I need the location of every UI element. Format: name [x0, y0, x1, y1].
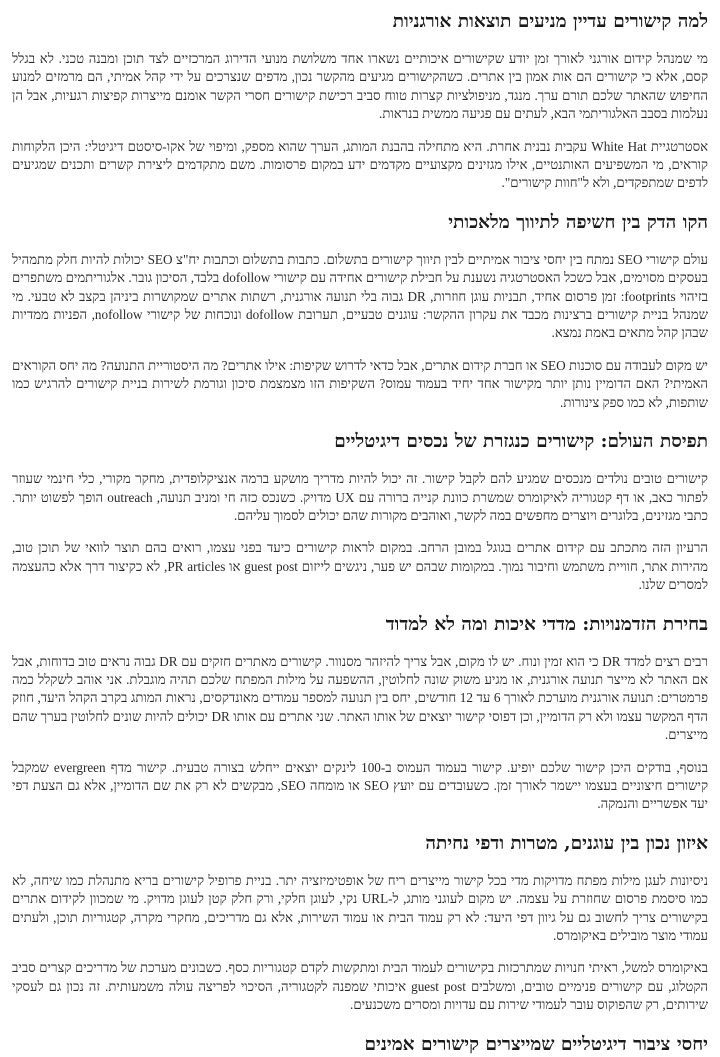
- section-heading: בחירת הזדמנויות: מדדי איכות ומה לא למדוד: [385, 613, 708, 635]
- section-digital-pr: [12, 1033, 708, 1057]
- paragraph: רבים רצים למדד DR כי הוא זמין ונוח. יש לו מקום, אבל צריך להיזהר מסנוור. קישורים מאתרים חזקים עם DR גבוה נראים טוב בדוחות, אבל אם האתר לא מייצר תנועה אורגנית, או מגיע משוק שונה לחלוטין, ההשפעה על מילות המפתח שלכם תהיה מוגבלת. אני אוהב לשקלל כמה פרמטרים: תנועה אורגנית מוערכת לאורך 6 עד 12 חודשים, יחס בין תנועה למספר עמודים מאונדקסים, נראות המותג בקרב הקהל היעד, חוזק הדף המקשר עצמו ולא רק הדומיין, וכן דפוסי קישור יוצאים של אותו האתר. שני אתרים עם אותו DR יכולים להיות שונים לחלוטין בערך שהם מייצרים.: [12, 653, 709, 743]
- section-anchors-balance: [12, 832, 708, 1015]
- paragraph: מי שמנהל קידום אורגני לאורך זמן יודע שקישורים איכותיים נשארו אחד משלושת מנועי הדירוג המרכזיים לצד תוכן ומבנה טכני. לא בגלל קסם, אלא כי קישורים הם אות אמון בין אתרים. כשהקישורים מגיעים מהקשר נכון, מדפים שנצרכים על ידי קהל אמיתי, הם מרמזים למנוע החיפוש שהאתר שלכם תורם ערך. מנגד, מניפולציות קצרות טווח סביב רכישת קישורים חסרי הקשר אומנם מייצרות קפיצות רגעיות, אבל הן נעלמות בסבב האלגוריתמי הבא, לעתים עם פגיעה ממשית בנראות.: [12, 51, 708, 122]
- paragraph: אסטרטגיית White Hat עקבית נבנית אחרת. היא מתחילה בהבנת המותג, הערך שהוא מספק, ומיפוי של אקו-סיסטם דיגיטלי: היכן הלקוחות קוראים, מי המשפיעים האותנטיים, אילו מגזינים מקצועיים מקדמים ידע במקום פרסומות. משם מתקדמים ליצירת קשרים ותכנים שמגיעים לדפים שמתפקדים, ולא ל"חוות קישורים".: [12, 138, 708, 191]
- section-heading: למה קישורים עדיין מניעים תוצאות אורגניות: [392, 11, 708, 32]
- section-organic-results: [12, 10, 708, 193]
- paragraph: בנוסף, בודקים היכן קישור שלכם יופיע. קישור בעמוד העמוס ב-100 לינקים יוצאים ייחלש בצורה טבעית. קישור מדף evergreen שמקבל קישורים חיצוניים בעצמו יישמר לאורך זמן. כשעובדים עם יועץ SEO או מומחה SEO, מבקשים לא רק את שם הדומיין, אלא גם הצעת דפי יעד אפשריים והנמקה.: [12, 759, 709, 812]
- paragraph: קישורים טובים נולדים מנכסים שמגיע להם לקבל קישור. זה יכול להיות מדריך מושקע ברמה אנציקלופדית, מחקר מקורי, כלי חינמי שעוזר לפתור כאב, או דף קטגוריה לאיקומרס שמשרת כוונת קנייה ברורה עם UX מדויק. כשנכס כזה חי ומניב תנועה, outreach הופך לפשוט יותר. כתבי מגזינים, בלוגרים ויוצרים מחפשים במה לקשר, ואוהבים מקורות שהם יכולים לסמוך עליהם.: [12, 471, 708, 523]
- section-worldview: [12, 430, 708, 594]
- section-heading: הקו הדק בין חשיפה לתיווך מלאכותי: [448, 211, 708, 233]
- paragraph: הרעיון הזה מתכתב עם קידום אתרים בגוגל במובן הרחב. במקום לראות קישורים כיעד בפני עצמו, רואים בהם תוצר לוואי של תוכן טוב, מהירות אתר, חוויית משתמש וחיבור נמוך. במקומות שבהם יש פער, ניגשים לייזום guest post או PR articles, לא כקיצור דרך אלא כהעצמה למסרים שלנו.: [12, 540, 708, 593]
- section-heading: איזון נכון בין עוגנים, מטרות ודפי נחיתה: [425, 832, 708, 854]
- section-fine-line: [12, 211, 708, 412]
- paragraph: עולם קישורי SEO נמתח בין יחסי ציבור אמיתיים לבין תיווך קישורים בתשלום. כתבות בתשלום וכתבות יח"צ SEO יכולות להיות חלק מתמהיל בעסקים מסוימים, אבל כשכל האסטרטגיה נשענת על חבילת קישורים אחידה עם קישורי dofollow בלבד, הסיכון גובר. אלגוריתמים משתפרים בזיהוי footprints: זמן פרסום אחיד, תבניות עוגן חוזרות, DR גבוה בלי תנועה אורגנית, רשתות אתרים שמקושרות ביניהן בקצב לא טבעי. מי שמנהל בניית קישורים ברצינות מכבד את עקרון ההקשר: עוגנים טבעיים, תערובת dofollow ונוכחות של קישורי nofollow, הפניות ממדיות שבהן קהל מתאים באמת נמצא.: [12, 251, 709, 341]
- section-heading: תפיסת העולם: קישורים כנגזרת של נכסים דיגיטליים: [334, 431, 708, 453]
- paragraph: יש מקום לעבודה עם סוכנות SEO או חברת קידום אתרים, אבל כדאי לדרוש שקיפות: אילו אתרים? מה היסטוריית התנועה? מה יחס הקוראים האמיתי? האם הדומיין נותן יותר מקישור אחד יחיד בעמוד עמוס? השקיפות הזו מצמצמת סיכון וגורמת לשירות בניית קישורים להרגיש כמו שותפות, לא כמו ספק צינורות.: [12, 357, 709, 410]
- section-heading: יחסי ציבור דיגיטליים שמייצרים קישורים אמינים: [364, 1033, 708, 1055]
- paragraph: ניסיונות לעגן מילות מפתח מדויקות מדי בכל קישור מייצרים ריח של אופטימיזציה יתר. בניית פרופיל קישורים בריא מתנהלת כמו שיחה, לא כמו סיסמת פרסום שחוזרת על עצמה. יש מקום לעוגני מותג, ל-URL נקי, לעוגן חלקי, ורק חלק קטן לעוגן מדויק. מי שמכוון לקידום אתרים בקישורים צריך לחשוב גם על גיוון דפי היעד: לא רק עמוד הבית או עמוד השירות, אלא גם מדריכים, מחקרי מקרה, קטגוריות תוכן, ולעתים עמודי מוצר מובילים באיקומרס.: [12, 872, 708, 943]
- paragraph: באיקומרס למשל, ראיתי חנויות שמתרכזות בקישורים לעמוד הבית ומתקשות לקדם קטגוריות כסף. כשבונים מערכת של מדריכים קצרים סביב הקטלוג, עם קישורים פנימיים טובים, ומשלבים guest post איכותי שמפנה לקטגוריה, הסיכוי לפריצה עולה משמעותית. זה נכון גם לעסקי שירותים, רק שהפוקוס עובר לעמודי שירות עם עדויות ומסרים משכנעים.: [12, 960, 708, 1013]
- section-opportunities: [12, 613, 708, 814]
